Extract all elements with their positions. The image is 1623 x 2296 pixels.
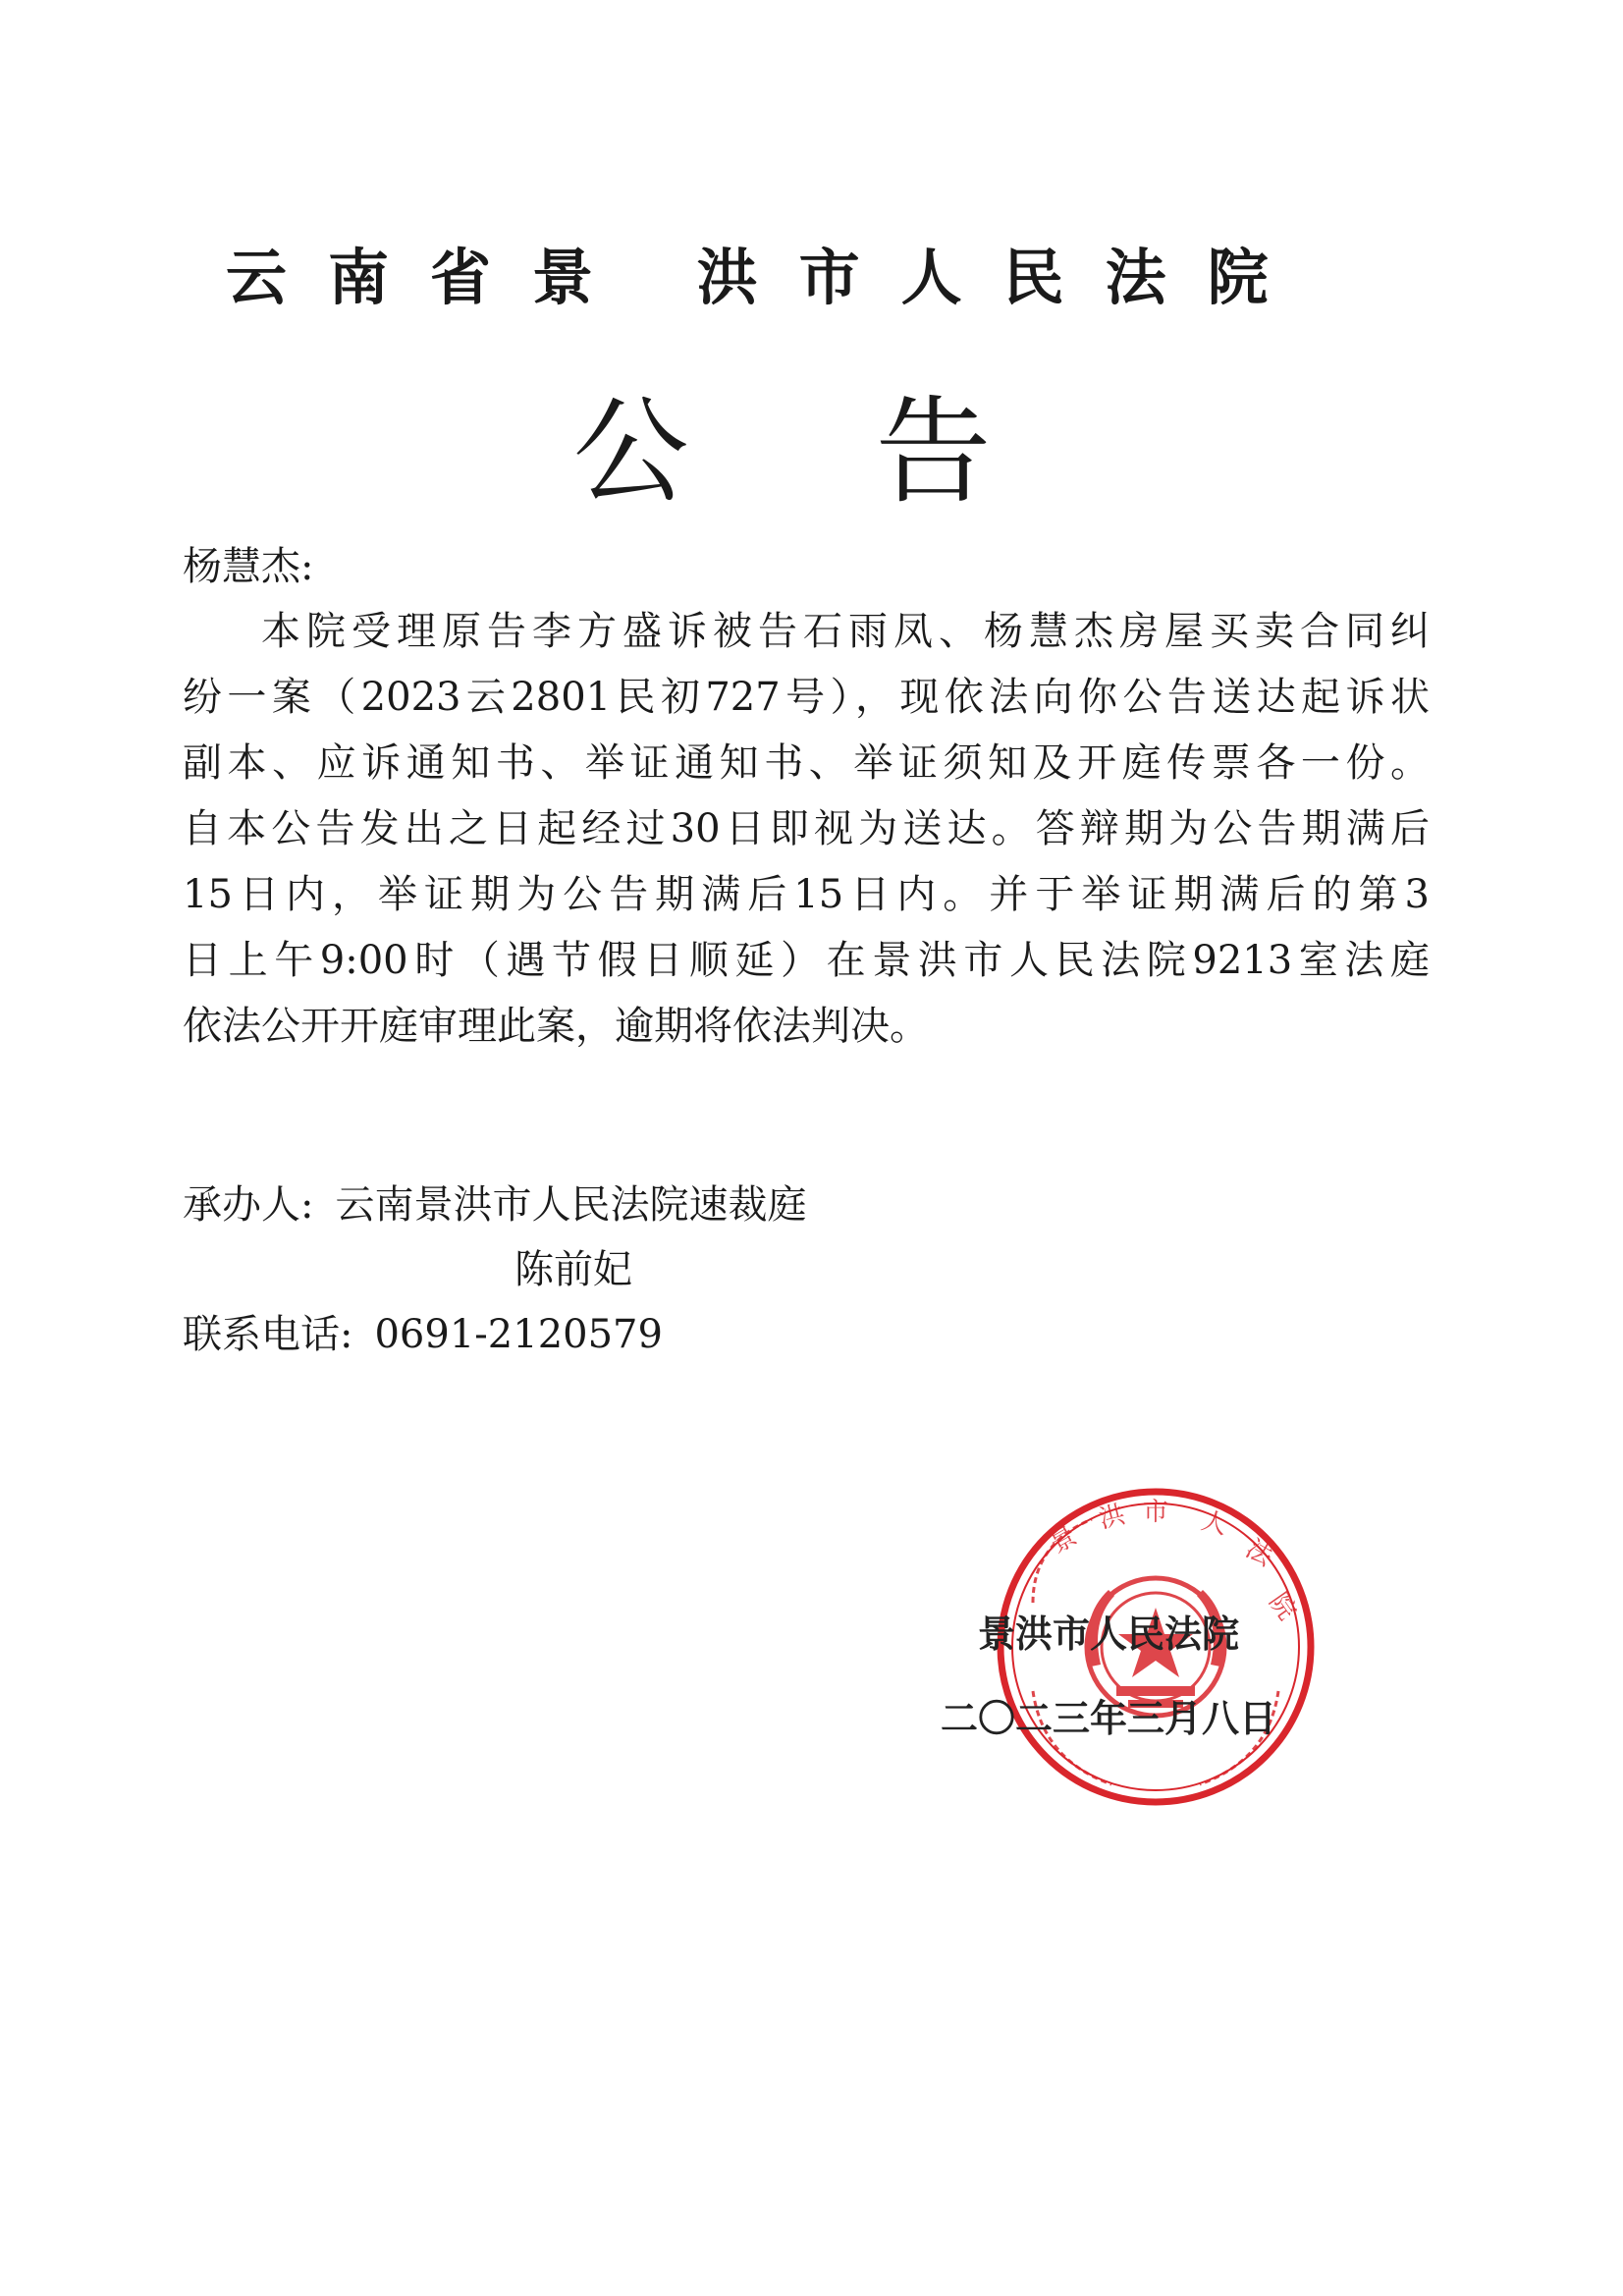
handler-row [183, 1173, 806, 1238]
body-line: 依法公开开庭审理此案，逾期将依法判决。 [183, 1004, 929, 1049]
handler-label: 承办人: [183, 1182, 314, 1228]
svg-text:市: 市 [1142, 1498, 1169, 1527]
svg-text:景: 景 [1045, 1521, 1083, 1560]
signature-court: 景洪市人民法院 [978, 1612, 1240, 1656]
signature-date: 二〇二三年三月八日 [941, 1696, 1277, 1740]
notice-body [183, 599, 1430, 1060]
contact-label: 联系电话: [183, 1312, 353, 1357]
court-name-heading: 云南省景 洪市人民法院 [226, 242, 1310, 313]
body-line: 本院受理原告李方盛诉被告石雨凤、杨慧杰房屋买卖合同纠 [261, 609, 1430, 654]
body-line: 日上午9:00时（遇节假日顺延）在景洪市人民法院9213室法庭 [183, 938, 1430, 983]
svg-text:院: 院 [1263, 1587, 1302, 1626]
notice-title: 公告 [572, 384, 1178, 519]
svg-text:洪: 洪 [1096, 1500, 1128, 1535]
body-line: 自本公告发出之日起经过30日即视为送达。答辩期为公告期满后 [183, 806, 1430, 851]
contact-phone: 0691-2120579 [374, 1312, 663, 1357]
body-line: 纷一案（2023云2801民初727号），现依法向你公告送达起诉状 [183, 675, 1430, 720]
svg-text:人: 人 [1198, 1505, 1230, 1542]
handler-name: 陈前妃 [514, 1247, 632, 1292]
body-line: 副本、应诉通知书、举证通知书、举证须知及开庭传票各一份。 [183, 740, 1430, 786]
handler-department: 云南景洪市人民法院速裁庭 [335, 1182, 807, 1228]
addressee: 杨慧杰: [183, 544, 314, 589]
svg-text:法: 法 [1240, 1534, 1278, 1573]
body-line: 15日内，举证期为公告期满后15日内。并于举证期满后的第3 [183, 872, 1430, 917]
contact-row [183, 1302, 663, 1368]
